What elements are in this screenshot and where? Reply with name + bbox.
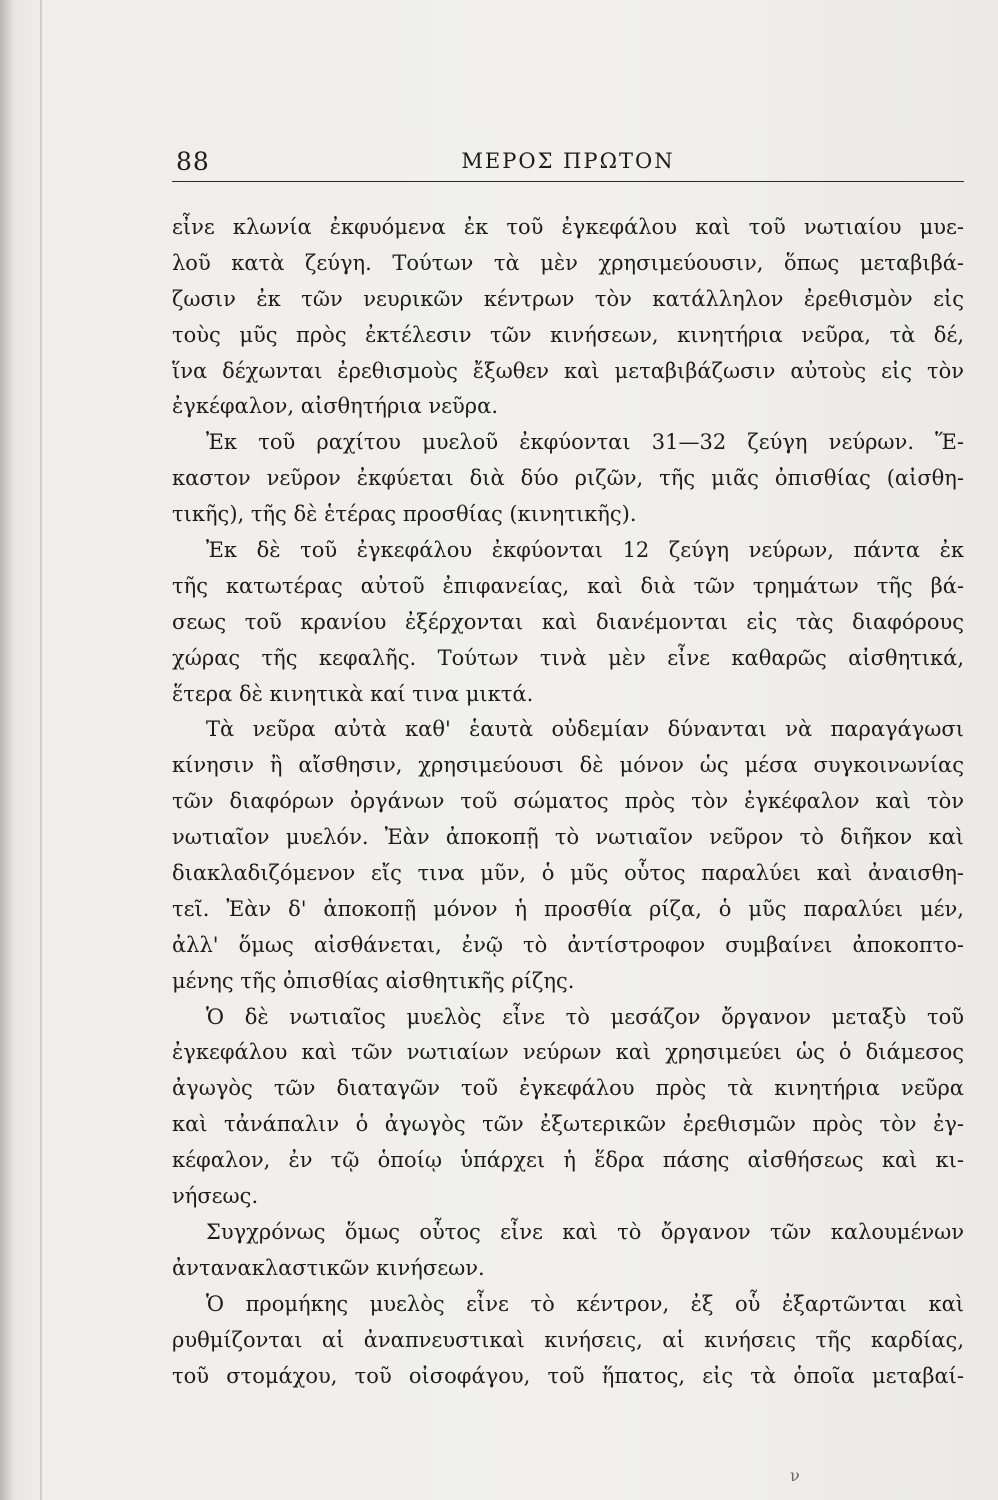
text-line: λοῦ κατὰ ζεύγη. Τούτων τὰ μὲν χρησιμεύουσιν, ὅπως μεταβιβά- <box>172 250 964 275</box>
text-line: ἀλλ' ὅμως αἰσθάνεται, ἐνῷ τὸ ἀντίστροφον συμβαίνει ἀποκοπτο- <box>172 932 964 957</box>
text-line: τῆς κατωτέρας αὐτοῦ ἐπιφανείας, καὶ διὰ τῶν τρημάτων τῆς βά- <box>172 573 964 598</box>
text-line: ἐγκέφαλον, αἰσθητήρια νεῦρα. <box>172 394 499 419</box>
page-header <box>172 143 964 182</box>
text-line: ζωσιν ἐκ τῶν νευρικῶν κέντρων τὸν κατάλληλον ἐρεθισμὸν εἰς <box>172 286 964 311</box>
text-line: νωτιαῖον μυελόν. Ἐὰν ἀποκοπῇ τὸ νωτιαῖον νεῦρον τὸ διῆκον καὶ <box>172 825 964 850</box>
text-line: ρυθμίζονται αἱ ἀναπνευστικαὶ κινήσεις, αἱ κινήσεις τῆς καρδίας, <box>172 1327 964 1352</box>
text-line: ἵνα δέχωνται ἐρεθισμοὺς ἔξωθεν καὶ μεταβιβάζωσιν αὐτοὺς εἰς τὸν <box>172 358 964 383</box>
paragraph <box>172 1287 964 1395</box>
text-line: Ἐκ δὲ τοῦ ἐγκεφάλου ἐκφύονται 12 ζεύγη νεύρων, πάντα ἐκ <box>206 538 964 563</box>
text-line: ἕτερα δὲ κινητικὰ καί τινα μικτά. <box>172 681 534 706</box>
paragraph <box>172 533 964 712</box>
paragraph <box>172 1000 964 1215</box>
text-line: Συγχρόνως ὅμως οὗτος εἶνε καὶ τὸ ὄργανον τῶν καλουμένων <box>206 1219 964 1244</box>
paragraph <box>172 712 964 999</box>
page-mark: ν <box>790 1466 800 1485</box>
text-line: Ὁ δὲ νωτιαῖος μυελὸς εἶνε τὸ μεσάζον ὄργανον μεταξὺ τοῦ <box>206 1004 964 1029</box>
text-line: τεῖ. Ἐὰν δ' ἀποκοπῇ μόνον ἡ προσθία ρίζα, ὁ μῦς παραλύει μέν, <box>172 896 964 921</box>
text-line: ἐγκεφάλου καὶ τῶν νωτιαίων νεύρων καὶ χρησιμεύει ὡς ὁ διάμεσος <box>172 1040 964 1065</box>
text-line: τοῦ στομάχου, τοῦ οἰσοφάγου, τοῦ ἥπατος, εἰς τὰ ὁποῖα μεταβαί- <box>172 1363 964 1388</box>
text-line: τικῆς), τῆς δὲ ἑτέρας προσθίας (κινητικῆς). <box>172 502 637 527</box>
running-head: ΜΕΡΟΣ ΠΡΩΤΟΝ <box>461 149 675 173</box>
text-line: τῶν διαφόρων ὀργάνων τοῦ σώματος πρὸς τὸν ἐγκέφαλον καὶ τὸν <box>172 789 964 814</box>
text-line: διακλαδιζόμενον εἴς τινα μῦν, ὁ μῦς οὗτος παραλύει καὶ ἀναισθη- <box>172 861 964 886</box>
text-line: χώρας τῆς κεφαλῆς. Τούτων τινὰ μὲν εἶνε καθαρῶς αἰσθητικά, <box>172 645 964 670</box>
text-line: ἀγωγὸς τῶν διαταγῶν τοῦ ἐγκεφάλου πρὸς τὰ κινητήρια νεῦρα <box>172 1076 964 1101</box>
text-line: νήσεως. <box>172 1184 259 1209</box>
paragraph <box>172 1215 964 1287</box>
text-line: σεως τοῦ κρανίου ἐξέρχονται καὶ διανέμονται εἰς τὰς διαφόρους <box>172 609 964 634</box>
text-line: κίνησιν ἢ αἴσθησιν, χρησιμεύουσι δὲ μόνον ὡς μέσα συγκοινωνίας <box>172 753 964 778</box>
page-number: 88 <box>176 147 210 176</box>
text-line: τοὺς μῦς πρὸς ἐκτέλεσιν τῶν κινήσεων, κινητήρια νεῦρα, τὰ δέ, <box>172 322 964 347</box>
text-line: Ἐκ τοῦ ραχίτου μυελοῦ ἐκφύονται 31—32 ζεύγη νεύρων. Ἕ- <box>206 430 964 455</box>
paragraph <box>172 425 964 533</box>
text-line: Τὰ νεῦρα αὐτὰ καθ' ἑαυτὰ οὐδεμίαν δύνανται νὰ παραγάγωσι <box>206 717 964 742</box>
body-text <box>172 210 964 1394</box>
text-line: ἀντανακλαστικῶν κινήσεων. <box>172 1255 485 1280</box>
text-line: κέφαλον, ἐν τῷ ὁποίῳ ὑπάρχει ἡ ἕδρα πάσης αἰσθήσεως καὶ κι- <box>172 1148 964 1173</box>
text-line: καστον νεῦρον ἐκφύεται διὰ δύο ριζῶν, τῆς μιᾶς ὀπισθίας (αἰσθη- <box>172 466 964 491</box>
text-line: μένης τῆς ὀπισθίας αἰσθητικῆς ρίζης. <box>172 968 575 993</box>
gutter-shadow <box>40 0 42 1500</box>
text-line: εἶνε κλωνία ἐκφυόμενα ἐκ τοῦ ἐγκεφάλου καὶ τοῦ νωτιαίου μυε- <box>172 215 964 239</box>
text-line: καὶ τἀνάπαλιν ὁ ἀγωγὸς τῶν ἐξωτερικῶν ἐρεθισμῶν πρὸς τὸν ἐγ- <box>172 1112 964 1137</box>
text-line: Ὁ προμήκης μυελὸς εἶνε τὸ κέντρον, ἐξ οὗ ἐξαρτῶνται καὶ <box>206 1291 964 1316</box>
paragraph <box>172 210 964 425</box>
